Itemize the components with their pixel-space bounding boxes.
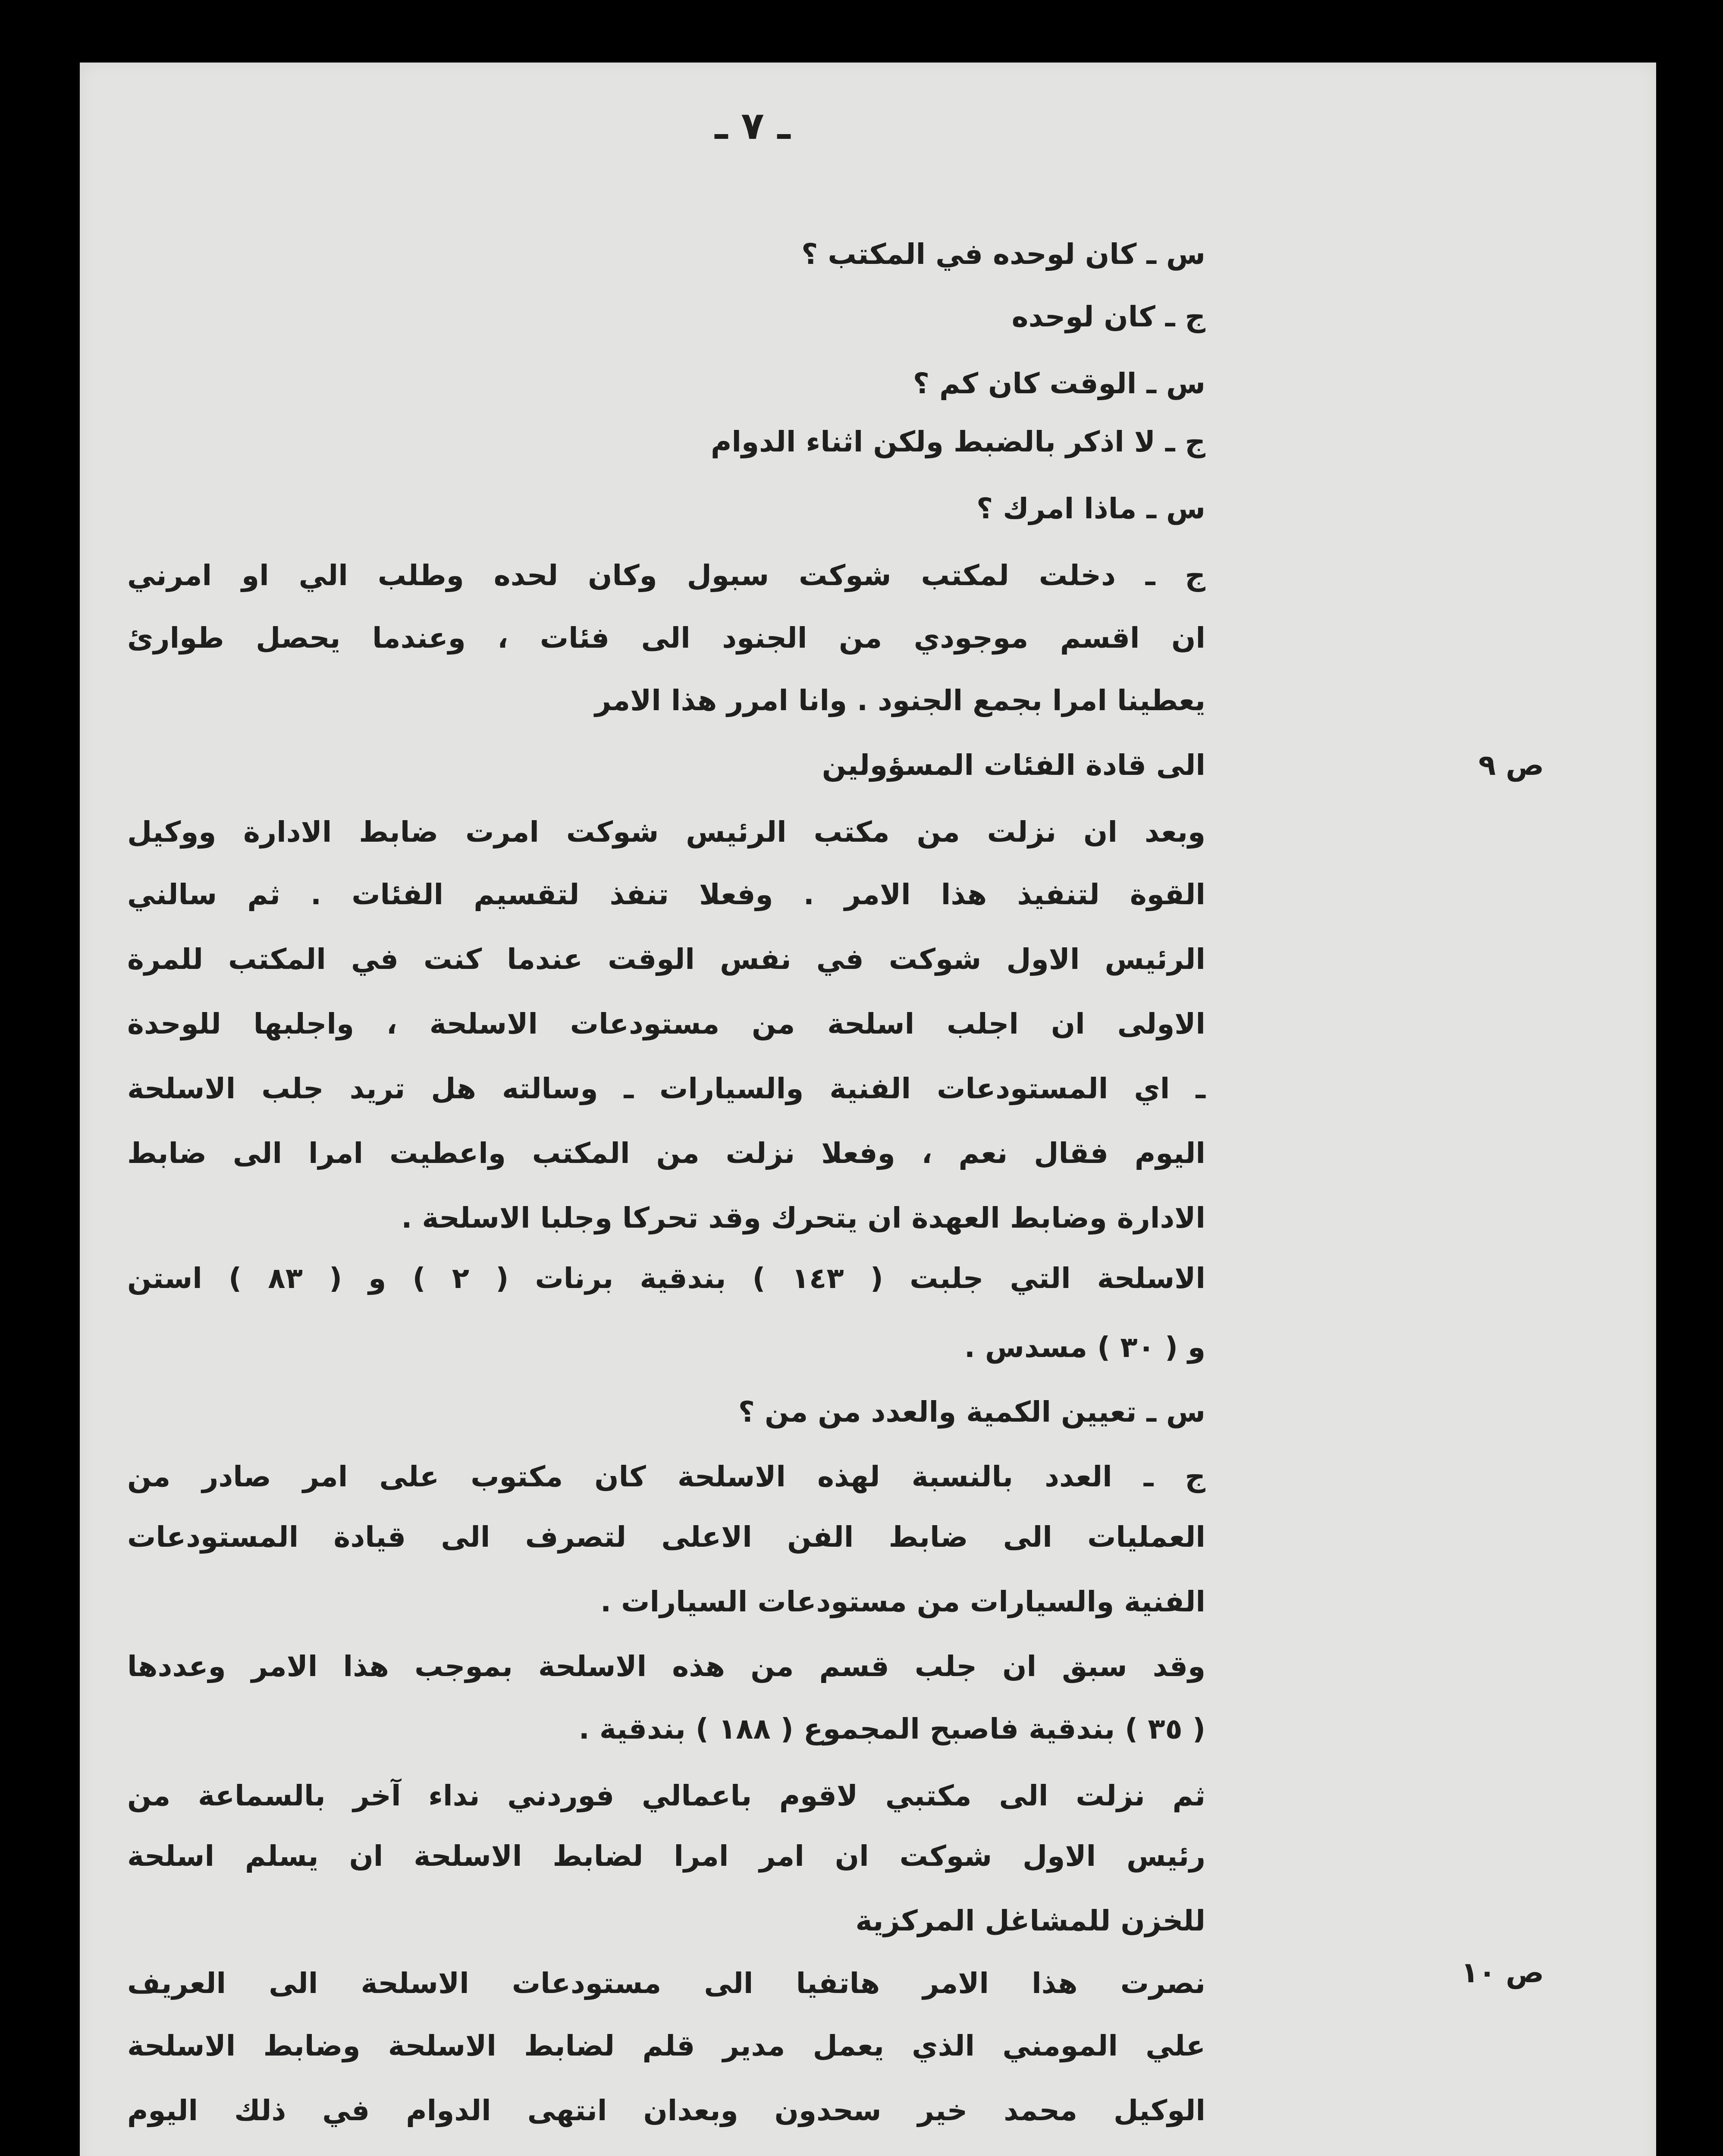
text-line: الوكيل محمد خير سحدون وبعدان انتهى الدوام في ذلك اليوم: [127, 2094, 1205, 2127]
text-line: اليوم فقال نعم ، وفعلا نزلت من المكتب واعطيت امرا الى ضابط: [127, 1137, 1205, 1170]
text-line: القوة لتنفيذ هذا الامر . وفعلا تنفذ لتقسيم الفئات . ثم سالني: [127, 878, 1205, 911]
margin-note-p10: ص ١٠: [1461, 1956, 1544, 1989]
text-line: و ( ٣٠ ) مسدس .: [964, 1331, 1205, 1364]
text-line: نصرت هذا الامر هاتفيا الى مستودعات الاسلحة الى العريف: [127, 1967, 1205, 2000]
text-line: رئيس الاول شوكت ان امر امرا لضابط الاسلحة ان يسلم اسلحة: [127, 1839, 1205, 1873]
page-number: ـ ٧ ـ: [715, 103, 791, 148]
text-line: للخزن للمشاغل المركزية: [855, 1904, 1205, 1937]
text-line: س ـ تعيين الكمية والعدد من من ؟: [738, 1395, 1205, 1429]
text-line: يعطينا امرا بجمع الجنود . وانا امرر هذا الامر: [595, 684, 1205, 717]
text-line: الاسلحة التي جلبت ( ١٤٣ ) بندقية برنات ( ٢ ) و ( ٨٣ ) استن: [127, 1262, 1206, 1295]
text-line: وبعد ان نزلت من مكتب الرئيس شوكت امرت ضابط الادارة ووكيل: [127, 815, 1205, 849]
text-line: الفنية والسيارات من مستودعات السيارات .: [600, 1585, 1205, 1618]
text-line: ج ـ دخلت لمكتب شوكت سبول وكان لحده وطلب الي او امرني: [127, 559, 1205, 592]
text-line: الى قادة الفئات المسؤولين: [822, 749, 1205, 782]
text-line: الرئيس الاول شوكت في نفس الوقت عندما كنت في المكتب للمرة: [127, 943, 1205, 976]
text-line: س ـ ماذا امرك ؟: [976, 492, 1205, 525]
text-line: [127, 2154, 1205, 2156]
text-line: الادارة وضابط العهدة ان يتحرك وقد تحركا وجلبا الاسلحة .: [401, 1201, 1205, 1235]
text-line: ج ـ العدد بالنسبة لهذه الاسلحة كان مكتوب على امر صادر من: [127, 1460, 1205, 1493]
text-line: ثم نزلت الى مكتبي لاقوم باعمالي فوردني نداء آخر بالسماعة من: [127, 1779, 1205, 1812]
text-line: وقد سبق ان جلب قسم من هذه الاسلحة بموجب هذا الامر وعددها: [127, 1650, 1205, 1683]
text-line: ج ـ لا اذكر بالضبط ولكن اثناء الدوام: [710, 425, 1205, 458]
text-line: ج ـ كان لوحده: [1011, 300, 1205, 333]
text-line: علي المومني الذي يعمل مدير قلم لضابط الاسلحة وضابط الاسلحة: [127, 2029, 1205, 2062]
text-line: العمليات الى ضابط الفن الاعلى لتصرف الى قيادة المستودعات: [127, 1520, 1205, 1554]
text-line: ـ اي المستودعات الفنية والسيارات ـ وسالته هل تريد جلب الاسلحة: [127, 1072, 1205, 1105]
text-line: ان اقسم موجودي من الجنود الى فئات ، وعندما يحصل طوارئ: [127, 621, 1205, 655]
text-line: الاولى ان اجلب اسلحة من مستودعات الاسلحة ، واجلبها للوحدة: [127, 1007, 1205, 1040]
text-line: س ـ كان لوحده في المكتب ؟: [801, 238, 1205, 271]
text-line: ( ٣٥ ) بندقية فاصبح المجموع ( ١٨٨ ) بندقية .: [578, 1712, 1205, 1745]
margin-note-p9: ص ٩: [1478, 749, 1544, 782]
text-line: س ـ الوقت كان كم ؟: [913, 367, 1205, 400]
